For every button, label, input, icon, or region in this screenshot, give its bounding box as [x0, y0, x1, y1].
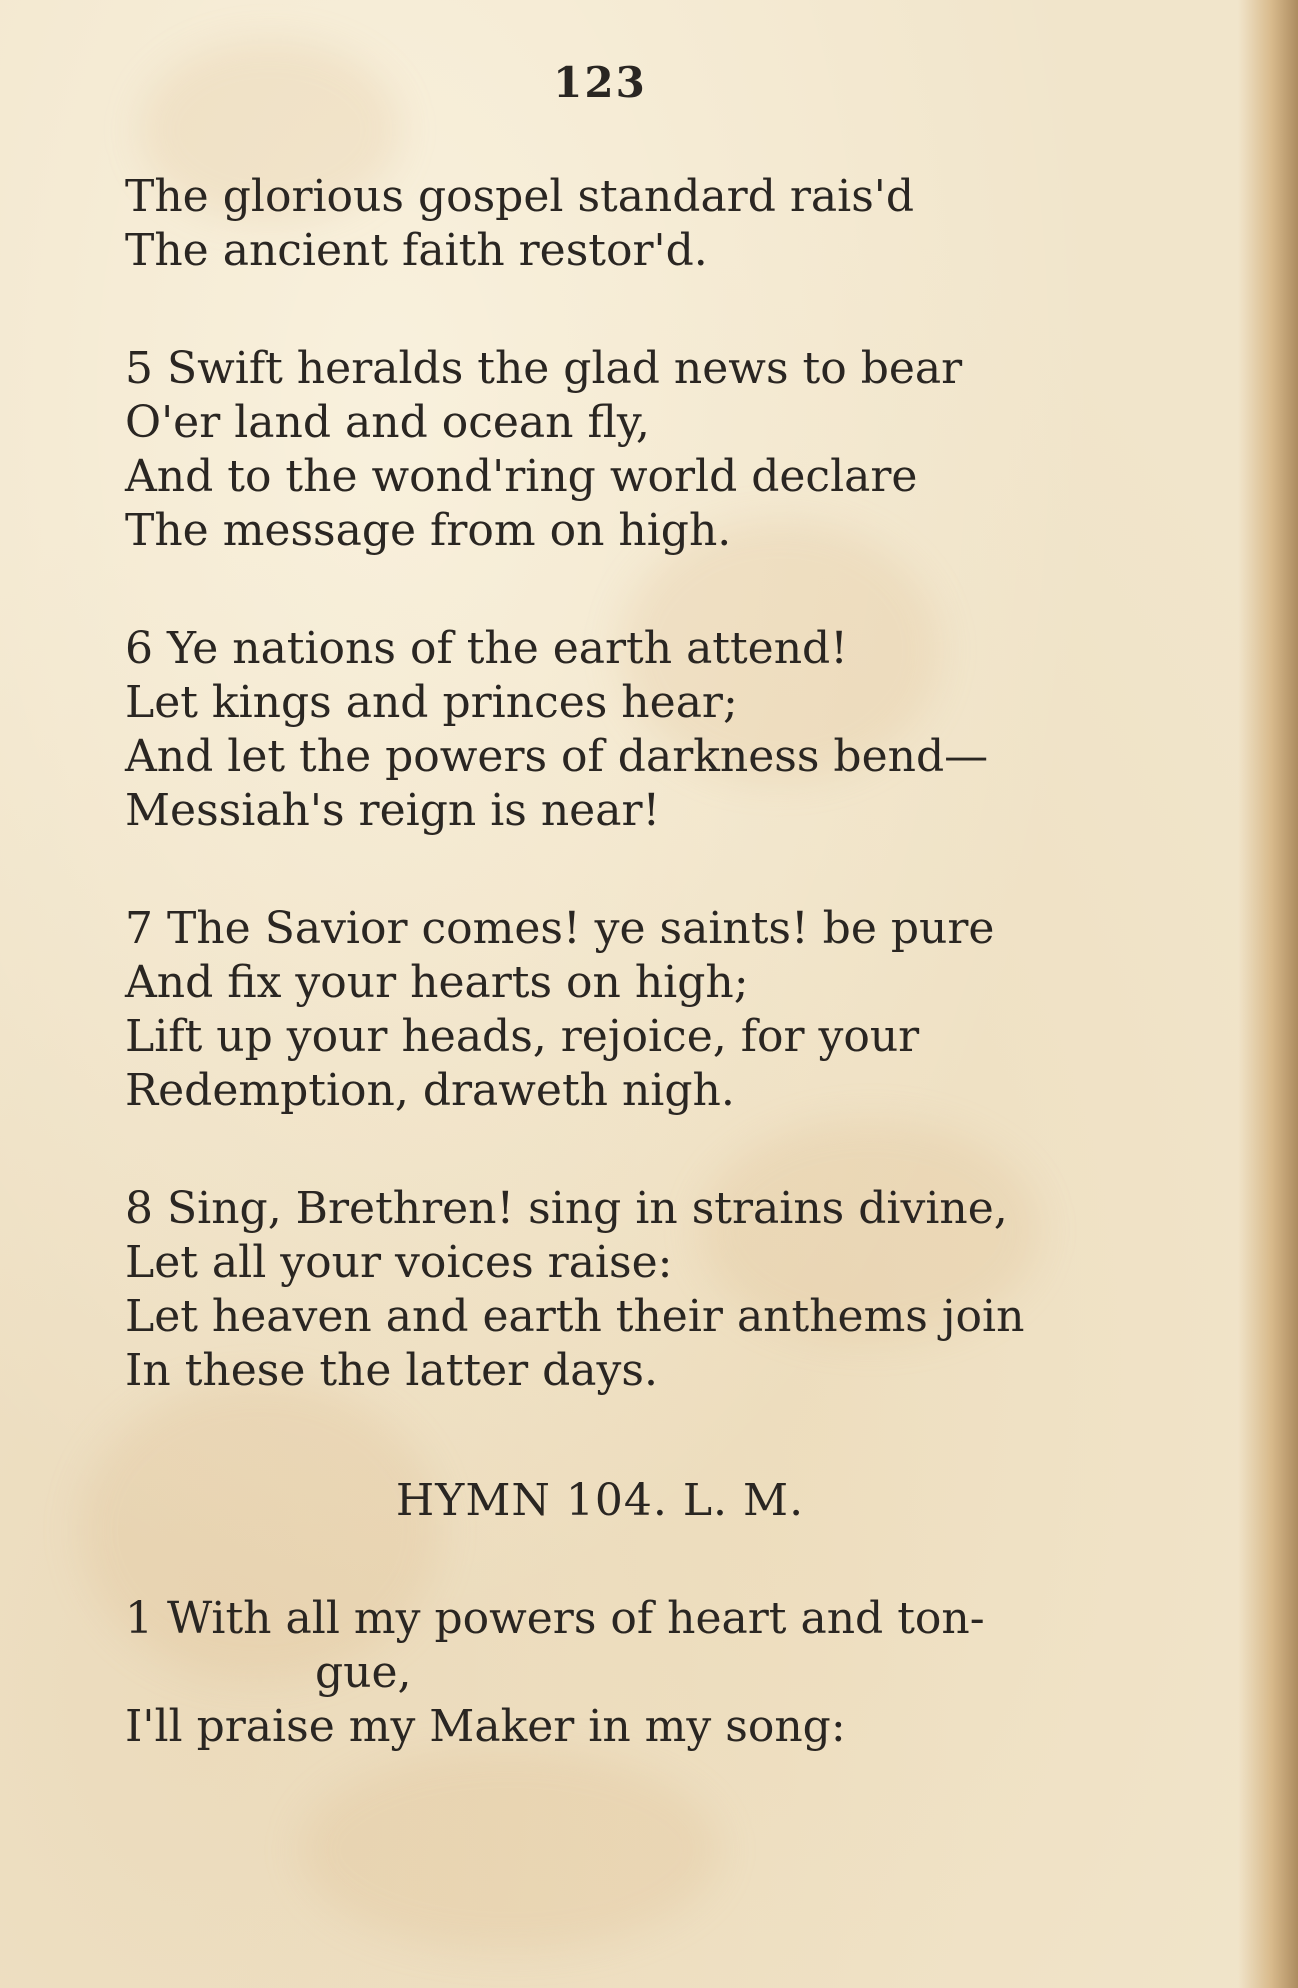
hymn-title: HYMN 104. L. M.: [395, 1475, 805, 1526]
verse-5: [125, 342, 1125, 558]
hymn-104-verse-1: [125, 1592, 1125, 1754]
verse-line: Messiah's reign is near!: [125, 785, 661, 836]
verse-line: In these the latter days.: [125, 1345, 658, 1396]
verse-6: [125, 622, 1125, 838]
verse-line: The ancient faith restor'd.: [125, 225, 708, 276]
verse-line: 6 Ye nations of the earth attend!: [125, 623, 848, 674]
verse-line: The glorious gospel standard rais'd: [125, 171, 915, 222]
verse-line: 5 Swift heralds the glad news to bear: [125, 343, 963, 394]
paper-stain: [300, 1750, 720, 1950]
verse-fragment: [125, 170, 1125, 278]
verse-line: Let kings and princes hear;: [125, 677, 738, 728]
verse-line-continuation: gue,: [315, 1647, 412, 1698]
verse-line: And fix your hearts on high;: [125, 957, 749, 1008]
verse-7: [125, 902, 1125, 1118]
verse-line: O'er land and ocean fly,: [125, 397, 650, 448]
page-edge: [1238, 0, 1298, 1988]
verse-line: The message from on high.: [125, 505, 732, 556]
verse-line: 7 The Savior comes! ye saints! be pure: [125, 903, 995, 954]
verse-line: Redemption, draweth nigh.: [125, 1065, 735, 1116]
verse-line: And to the wond'ring world declare: [125, 451, 918, 502]
verse-line: And let the powers of darkness bend—: [125, 731, 989, 782]
verse-line: Lift up your heads, rejoice, for your: [125, 1011, 920, 1062]
verse-line: Let heaven and earth their anthems join: [125, 1291, 1025, 1342]
verse-line: I'll praise my Maker in my song:: [125, 1701, 846, 1752]
verse-8: [125, 1182, 1125, 1398]
verse-line: Let all your voices raise:: [125, 1237, 673, 1288]
page-number: 123: [553, 58, 647, 107]
verse-line: 1 With all my powers of heart and ton-: [125, 1593, 985, 1644]
hymn-text: [125, 170, 1125, 1754]
verse-line: 8 Sing, Brethren! sing in strains divine,: [125, 1183, 1008, 1234]
